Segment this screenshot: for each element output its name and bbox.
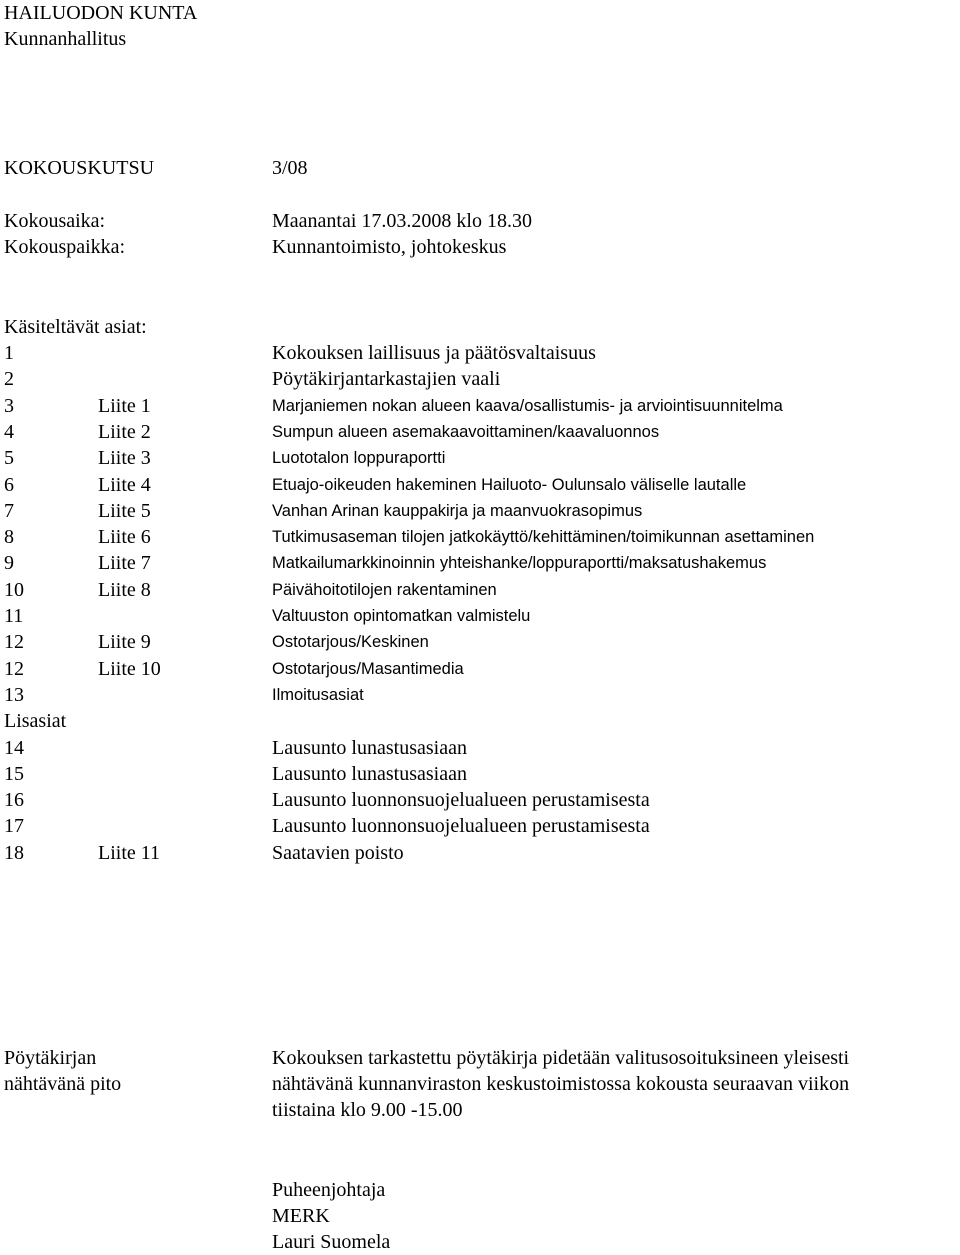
agenda-item-number: 10 xyxy=(4,578,24,601)
meeting-time-label: Kokousaika: xyxy=(4,210,106,232)
agenda-item xyxy=(0,840,960,866)
agenda-item-number: 15 xyxy=(4,762,24,785)
agenda-item-attachment: Liite 10 xyxy=(98,657,161,680)
agenda-item-title: Ilmoitusasiat xyxy=(272,685,364,704)
agenda-item-number: 11 xyxy=(4,605,24,627)
organization-unit: Kunnanhallitus xyxy=(4,28,127,50)
minutes-text-line2: nähtävänä kunnanviraston keskustoimistossa kokousta seuraavan viikon xyxy=(272,1073,850,1095)
agenda-item xyxy=(0,393,960,419)
agenda-item-number: 3 xyxy=(4,394,14,417)
meeting-time-value: Maanantai 17.03.2008 klo 18.30 xyxy=(272,210,532,232)
meeting-number: 3/08 xyxy=(272,157,308,179)
agenda-item xyxy=(0,445,960,471)
agenda-item-number: 9 xyxy=(4,552,14,575)
agenda-item-number: 7 xyxy=(4,499,14,522)
agenda-item xyxy=(0,498,960,524)
agenda-item xyxy=(0,629,960,655)
agenda-item-number: 5 xyxy=(4,447,14,470)
meeting-place-value: Kunnantoimisto, johtokeskus xyxy=(272,236,507,258)
agenda-item xyxy=(0,656,960,682)
document-title: KOKOUSKUTSU xyxy=(4,157,155,179)
agenda-item-title: Ostotarjous/Keskinen xyxy=(272,633,429,652)
agenda-item-title: Etuajo-oikeuden hakeminen Hailuoto- Oulunsalo väliselle lautalle xyxy=(272,475,747,494)
agenda-item xyxy=(0,735,960,761)
agenda-item-number: 6 xyxy=(4,473,14,496)
agenda-item-title: Valtuuston opintomatkan valmistelu xyxy=(272,607,531,625)
agenda-item xyxy=(0,577,960,603)
agenda-item-title: Lausunto lunastusasiaan xyxy=(272,736,467,759)
agenda-item xyxy=(0,813,960,839)
agenda-item-attachment: Liite 4 xyxy=(98,473,151,496)
organization-name: HAILUODON KUNTA xyxy=(4,2,198,24)
minutes-label-line1: Pöytäkirjan xyxy=(4,1047,97,1069)
agenda-item-title: Marjaniemen nokan alueen kaava/osallistumis- ja arviointisuunnitelma xyxy=(272,396,783,415)
meeting-place-label: Kokouspaikka: xyxy=(4,236,126,258)
agenda-item-attachment: Liite 8 xyxy=(98,578,151,601)
agenda-item-number: 12 xyxy=(4,631,24,654)
agenda-item-number: 12 xyxy=(4,657,24,680)
agenda-item-number: 1 xyxy=(4,342,14,364)
agenda-item xyxy=(0,340,960,366)
agenda-item-title: Pöytäkirjantarkastajien vaali xyxy=(272,368,501,391)
agenda-item-title: Luototalon loppuraportti xyxy=(272,449,446,468)
agenda-item-title: Tutkimusaseman tilojen jatkokäyttö/kehittäminen/toimikunnan asettaminen xyxy=(272,528,815,547)
agenda-item-attachment: Liite 5 xyxy=(98,499,151,522)
agenda-item-number: 8 xyxy=(4,526,14,549)
agenda-item-title: Sumpun alueen asemakaavoittaminen/kaavaluonnos xyxy=(272,422,660,441)
agenda-item-attachment: Liite 3 xyxy=(98,447,151,470)
agenda-item-title: Ostotarjous/Masantimedia xyxy=(272,659,464,678)
agenda-item xyxy=(0,472,960,498)
agenda-item xyxy=(0,787,960,813)
agenda-item-number: 13 xyxy=(4,683,24,706)
agenda-item xyxy=(0,366,960,392)
agenda-item-number: 2 xyxy=(4,368,14,391)
agenda-item-attachment: Liite 7 xyxy=(98,552,151,575)
agenda-item-attachment: Liite 9 xyxy=(98,631,151,654)
agenda-item-title: Vanhan Arinan kauppakirja ja maanvuokrasopimus xyxy=(272,501,643,520)
agenda-item-attachment: Liite 6 xyxy=(98,526,151,549)
agenda-item-title: Kokouksen laillisuus ja päätösvaltaisuus xyxy=(272,342,596,364)
agenda-item-number: 14 xyxy=(4,736,24,759)
minutes-text-line1: Kokouksen tarkastettu pöytäkirja pidetään valitusosoituksineen yleisesti xyxy=(272,1047,850,1069)
signature-mark: MERK xyxy=(272,1205,330,1227)
agenda-heading: Käsiteltävät asiat: xyxy=(4,316,147,338)
agenda-item-title: Lausunto luonnonsuojelualueen perustamisesta xyxy=(272,789,650,812)
agenda-item-number: 16 xyxy=(4,789,24,812)
agenda-item xyxy=(0,761,960,787)
signature-role: Puheenjohtaja xyxy=(272,1179,386,1201)
agenda-item xyxy=(0,550,960,576)
agenda-item xyxy=(0,603,960,629)
agenda-item-attachment: Liite 2 xyxy=(98,420,151,443)
agenda-item-title: Lausunto luonnonsuojelualueen perustamisesta xyxy=(272,815,650,838)
agenda-item-number: 17 xyxy=(4,815,24,838)
minutes-text-line3: tiistaina klo 9.00 -15.00 xyxy=(272,1099,463,1121)
agenda-item-title: Lausunto lunastusasiaan xyxy=(272,762,467,785)
agenda-item-title: Saatavien poisto xyxy=(272,841,404,864)
agenda-item-number: 4 xyxy=(4,420,14,443)
agenda-item-title: Päivähoitotilojen rakentaminen xyxy=(272,580,497,599)
additional-items-heading: Lisasiat xyxy=(4,710,67,733)
minutes-label-line2: nähtävänä pito xyxy=(4,1073,122,1095)
signature-name: Lauri Suomela xyxy=(272,1231,391,1253)
agenda-item-title: Matkailumarkkinoinnin yhteishanke/loppuraportti/maksatushakemus xyxy=(272,554,767,573)
agenda-item xyxy=(0,682,960,708)
agenda-item-attachment: Liite 11 xyxy=(98,841,161,864)
agenda-item xyxy=(0,419,960,445)
agenda-item-attachment: Liite 1 xyxy=(98,394,151,417)
agenda-item-number: 18 xyxy=(4,841,24,864)
agenda-item xyxy=(0,524,960,550)
